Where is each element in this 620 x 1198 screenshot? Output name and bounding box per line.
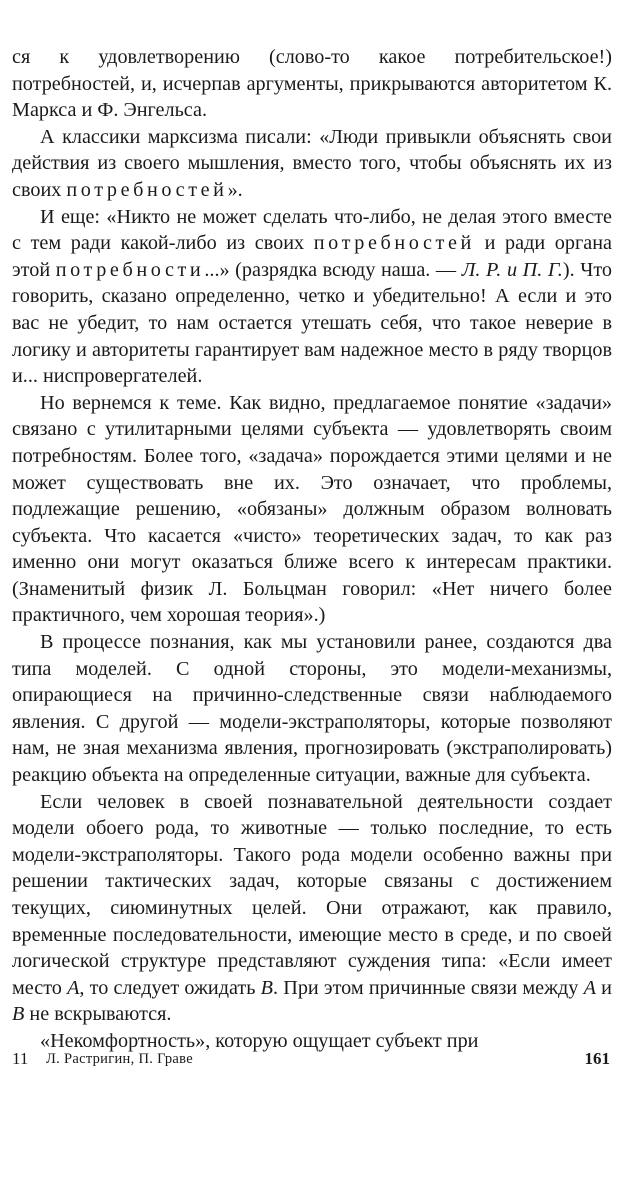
italic-text: А	[67, 976, 80, 999]
paragraph	[12, 789, 612, 1028]
text-run: не вскрываются.	[24, 1003, 172, 1026]
text-run: Но вернемся к теме. Как видно, предлагаемое понятие «задачи» связано с утилитарными целями субъекта — удовлетворять своим потребностям. Более того, «задача» порождается этими целями и не может существовать вне их. Это означает, что проблемы, подлежащие решению, «обязаны» должным образом волновать субъекта. Что касается «чисто» теоретических задач, то как раз именно они могут оказаться ближе всего к интересам практики. (Знаменитый физик Л. Больцман говорил: «Нет ничего более практичного, чем хорошая теория».)	[12, 391, 612, 627]
paragraph	[12, 629, 612, 789]
text-run: Если человек в своей познавательной деятельности создает модели обоего рода, то животные — только последние, то есть модели-экстраполяторы. Такого рода модели особенно важны при решении тактических задач, которые связаны с достижением текущих, сиюминутных целей. Они отражают, как правило, временные последовательности, имеющие место в среде, и по своей логической структуре представляют суждения типа: «Если имеет место	[12, 790, 612, 999]
spaced-emphasis: потребностей	[313, 232, 475, 255]
text-run: И еще: «Никто не может сделать что-либо, не делая этого вместе с тем ради какой-либо из своих	[12, 205, 612, 255]
italic-text: В	[12, 1003, 25, 1026]
text-run: и ради органа этой	[12, 232, 612, 281]
paragraph	[12, 390, 612, 629]
text-run: ...» (разрядка всюду наша. —	[204, 258, 462, 281]
italic-text: В	[260, 976, 273, 999]
text-run: А классики марксизма писали: «Люди привыкли объяснять свои действия из своего мышления, вместо того, чтобы объяснять их из своих	[12, 125, 612, 201]
paragraph	[12, 44, 612, 124]
signature-authors: Л. Растригин, П. Граве	[46, 1051, 193, 1067]
page-footer	[12, 1049, 612, 1079]
signature-number: 11	[12, 1049, 29, 1068]
italic-text: Л. Р. и П. Г.	[461, 258, 563, 281]
page-number: 161	[584, 1049, 610, 1068]
text-run: , то следует ожидать	[79, 976, 261, 999]
text-run: ».	[227, 178, 243, 201]
text-run: ся к удовлетворению (слово-то какое потребительское!) потребностей, и, исчерпав аргументы, прикрываются авторитетом К. Маркса и Ф. Энгельса.	[12, 46, 612, 122]
text-run: и	[595, 976, 612, 999]
text-run: . При этом причинные связи между	[272, 976, 584, 999]
spaced-emphasis: потребности	[55, 258, 205, 281]
text-run: ). Что говорить, сказано определенно, четко и убедительно! А если и это вас не убедит, то нам остается утешать себя, что такое неверие в логику и авторитеты гарантирует вам надежное место в ряду творцов и... ниспровергателей.	[12, 258, 612, 388]
text-run: В процессе познания, как мы установили ранее, создаются два типа моделей. С одной стороны, это модели-механизмы, опирающиеся на причинно-следственные связи наблюдаемого явления. С другой — модели-экстраполяторы, которые позволяют нам, не зная механизма явления, прогнозировать (экстраполировать) реакцию объекта на определенные ситуации, важные для субъекта.	[12, 631, 612, 787]
italic-text: А	[583, 976, 596, 999]
text-run: «Некомфортность», которую ощущает субъект при	[40, 1029, 479, 1052]
page-body	[12, 44, 612, 1055]
spaced-emphasis: потребностей	[66, 178, 228, 201]
paragraph	[12, 124, 612, 204]
paragraph	[12, 204, 612, 390]
